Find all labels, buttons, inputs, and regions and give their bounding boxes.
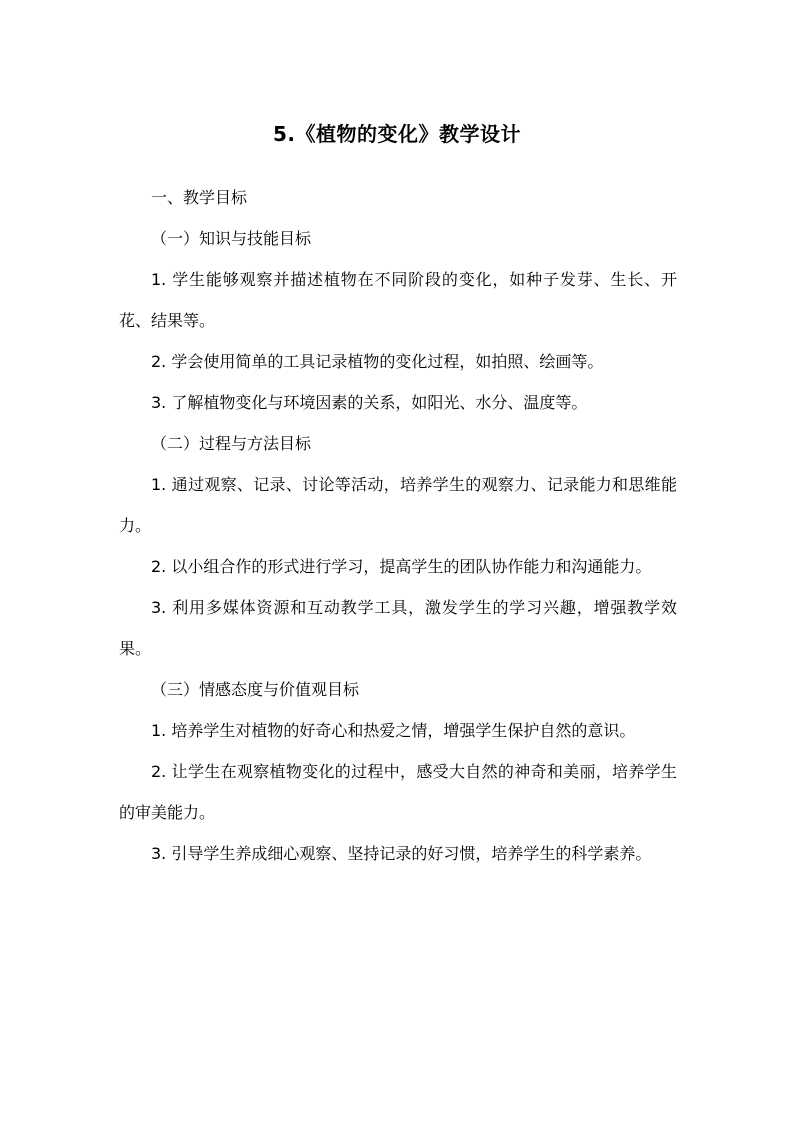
- section-heading-objectives: 一、教学目标: [151, 188, 248, 207]
- process-item-3: 3. 利用多媒体资源和互动教学工具，激发学生的学习兴趣，增强教学效果。: [119, 598, 677, 658]
- knowledge-item-1: 1. 学生能够观察并描述植物在不同阶段的变化，如种子发芽、生长、开花、结果等。: [119, 270, 677, 330]
- process-item-1: 1. 通过观察、记录、讨论等活动，培养学生的观察力、记录能力和思维能力。: [119, 475, 677, 535]
- process-item-2: 2. 以小组合作的形式进行学习，提高学生的团队协作能力和沟通能力。: [151, 557, 652, 576]
- subsection-heading-process-methods: （二）过程与方法目标: [151, 434, 312, 453]
- subsection-heading-knowledge-skills: （一）知识与技能目标: [151, 229, 312, 248]
- attitude-item-3: 3. 引导学生养成细心观察、坚持记录的好习惯，培养学生的科学素养。: [151, 844, 652, 863]
- subsection-heading-attitude-values: （三）情感态度与价值观目标: [151, 680, 360, 699]
- document-body: [119, 177, 677, 874]
- document-title: 5.《植物的变化》教学设计: [272, 122, 521, 146]
- knowledge-item-2: 2. 学会使用简单的工具记录植物的变化过程，如拍照、绘画等。: [151, 352, 604, 371]
- attitude-item-1: 1. 培养学生对植物的好奇心和热爱之情，增强学生保护自然的意识。: [151, 721, 636, 740]
- knowledge-item-3: 3. 了解植物变化与环境因素的关系，如阳光、水分、温度等。: [151, 393, 588, 412]
- attitude-item-2: 2. 让学生在观察植物变化的过程中，感受大自然的神奇和美丽，培养学生的审美能力。: [119, 762, 677, 822]
